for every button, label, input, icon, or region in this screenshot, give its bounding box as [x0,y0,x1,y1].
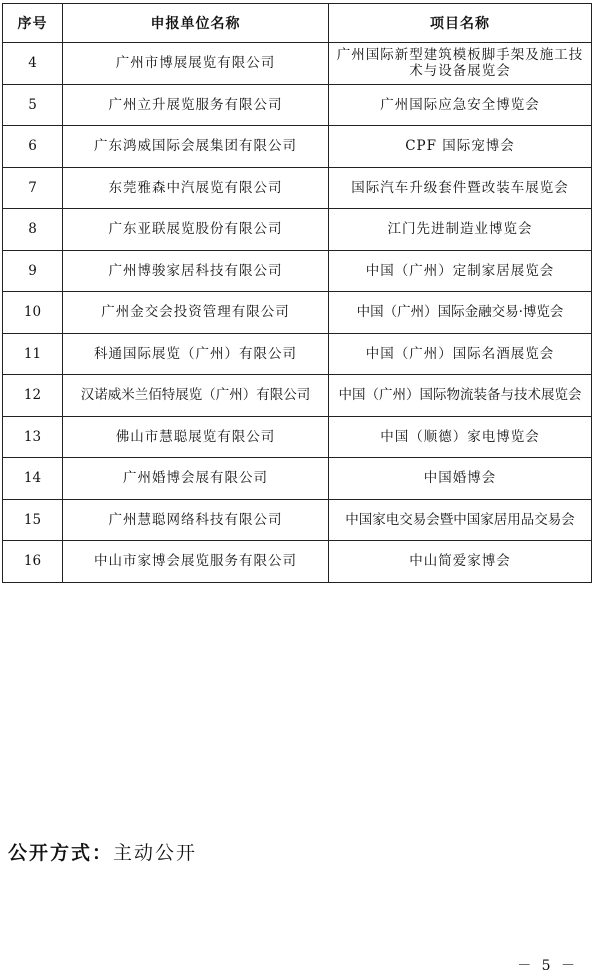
header-serial-number: 序号 [3,4,63,43]
row-organization-name: 广州婚博会展有限公司 [63,458,329,500]
table-row [3,375,592,417]
row-project-name: 中国婚博会 [329,458,592,500]
row-serial-number: 12 [3,375,63,417]
row-project-name: 中山简爱家博会 [329,541,592,583]
row-project-name: 中国（广州）国际名酒展览会 [329,333,592,375]
row-project-name: 广州国际新型建筑模板脚手架及施工技术与设备展览会 [329,43,592,85]
disclosure-label: 公开方式： [8,842,114,864]
row-serial-number: 13 [3,416,63,458]
row-organization-name: 科通国际展览（广州）有限公司 [63,333,329,375]
row-serial-number: 7 [3,167,63,209]
row-project-name: 中国（广州）定制家居展览会 [329,250,592,292]
table-row [3,84,592,126]
table-row [3,126,592,168]
row-organization-name: 广州慧聪网络科技有限公司 [63,499,329,541]
row-serial-number: 8 [3,209,63,251]
row-serial-number: 15 [3,499,63,541]
row-project-name: 广州国际应急安全博览会 [329,84,592,126]
row-project-name: 中国（广州）国际金融交易·博览会 [329,292,592,334]
row-serial-number: 9 [3,250,63,292]
row-project-name: 中国（顺德）家电博览会 [329,416,592,458]
row-serial-number: 4 [3,43,63,85]
table-row [3,499,592,541]
exhibition-project-table-container [2,3,591,583]
table-row [3,458,592,500]
header-organization-name: 申报单位名称 [63,4,329,43]
row-organization-name: 广东亚联展览股份有限公司 [63,209,329,251]
row-organization-name: 广州立升展览服务有限公司 [63,84,329,126]
header-project-name: 项目名称 [329,4,592,43]
row-organization-name: 广州市博展展览有限公司 [63,43,329,85]
row-serial-number: 6 [3,126,63,168]
exhibition-project-table [2,3,592,583]
row-serial-number: 14 [3,458,63,500]
table-header-row [3,4,592,43]
table-row [3,167,592,209]
table-row [3,333,592,375]
table-row [3,541,592,583]
row-organization-name: 广州金交会投资管理有限公司 [63,292,329,334]
disclosure-value: 主动公开 [113,842,198,864]
row-serial-number: 16 [3,541,63,583]
row-project-name: CPF 国际宠博会 [329,126,592,168]
row-serial-number: 5 [3,84,63,126]
row-organization-name: 汉诺威米兰佰特展览（广州）有限公司 [63,375,329,417]
row-serial-number: 10 [3,292,63,334]
row-project-name: 中国家电交易会暨中国家居用品交易会 [329,499,592,541]
table-row [3,292,592,334]
row-organization-name: 广东鸿威国际会展集团有限公司 [63,126,329,168]
row-serial-number: 11 [3,333,63,375]
disclosure-method [8,838,197,865]
row-project-name: 江门先进制造业博览会 [329,209,592,251]
table-row [3,416,592,458]
page-number: － 5 － [517,958,578,974]
table-row [3,250,592,292]
row-organization-name: 东莞雅森中汽展览有限公司 [63,167,329,209]
row-project-name: 中国（广州）国际物流装备与技术展览会 [329,375,592,417]
row-organization-name: 佛山市慧聪展览有限公司 [63,416,329,458]
table-row [3,209,592,251]
row-organization-name: 广州博骏家居科技有限公司 [63,250,329,292]
row-project-name: 国际汽车升级套件暨改装车展览会 [329,167,592,209]
row-organization-name: 中山市家博会展览服务有限公司 [63,541,329,583]
table-row [3,43,592,85]
